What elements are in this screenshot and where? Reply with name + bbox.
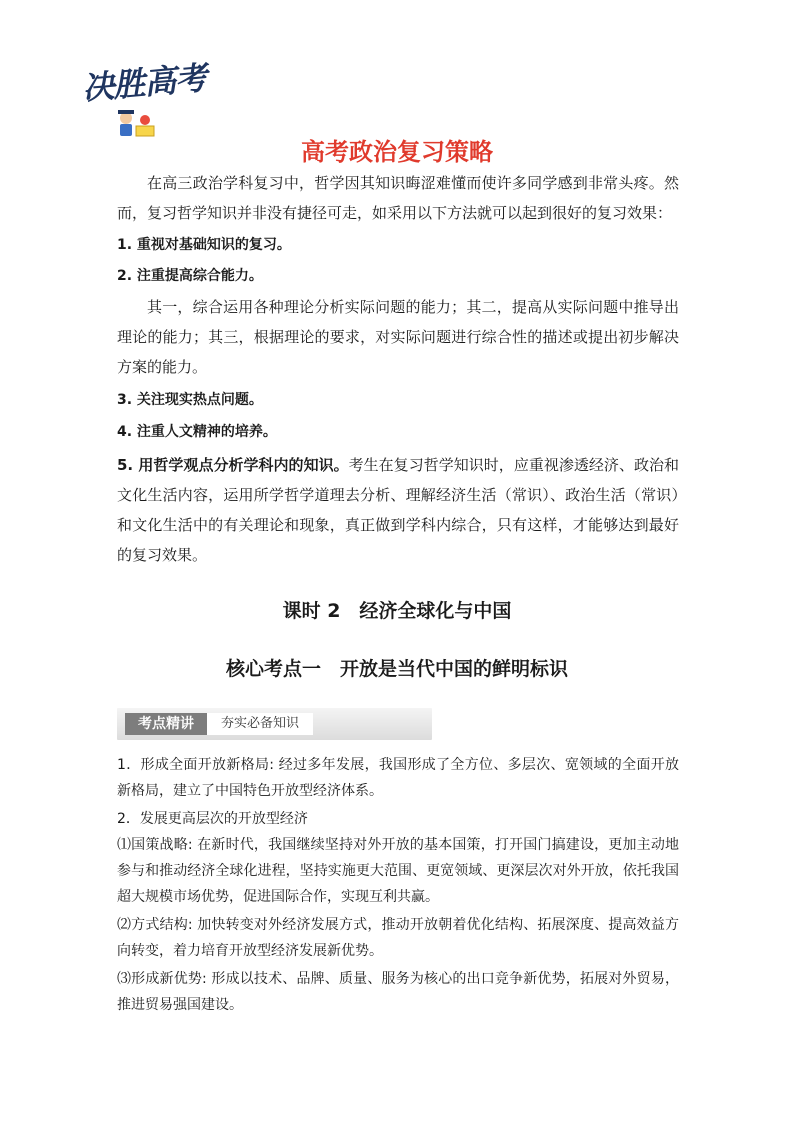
core-point-title: 核心考点一 开放是当代中国的鲜明标识 [225, 658, 568, 680]
document-title: 高考政治复习策略 [301, 138, 493, 166]
content-item-1: 1．形成全面开放新格局: 经过多年发展，我国形成了全方位、多层次、宽领域的全面开放新格局，建立了中国特色开放型经济体系。 [117, 757, 679, 799]
banner-label-primary: 考点精讲 [125, 713, 207, 735]
content-item-4: ⑵方式结构: 加快转变对外经济发展方式，推动开放朝着优化结构、拓展深度、提高效益方向转变，着力培育开放型经济发展新优势。 [117, 917, 679, 959]
content-item-2: 2．发展更高层次的开放型经济 [117, 811, 308, 827]
content-item-3: ⑴国策战略: 在新时代，我国继续坚持对外开放的基本国策，打开国门搞建设，更加主动地参与和推动经济全球化进程，坚持实施更大范围、更宽领域、更深层次对外开放，依托我国超大规模市场优势，促进国际合作，实现互利共赢。 [117, 837, 679, 905]
lesson-title: 课时 2 经济全球化与中国 [282, 600, 512, 622]
logo-text: 决胜高考 [80, 58, 208, 108]
method-5 [117, 450, 679, 570]
method-1: 1. 重视对基础知识的复习。 [117, 237, 291, 253]
banner-label-secondary: 夯实必备知识 [207, 713, 313, 735]
method-5-text: 考生在复习哲学知识时，应重视渗透经济、政治和文化生活内容，运用所学哲学道理去分析、理解经济生活（常识）、政治生活（常识）和文化生活中的有关理论和现象，真正做到学科内综合，只有这样，才能够达到最好的复习效果。 [117, 456, 679, 564]
section-banner [117, 708, 432, 740]
method-4: 4. 注重人文精神的培养。 [117, 424, 277, 440]
content-item-5: ⑶形成新优势: 形成以技术、品牌、质量、服务为核心的出口竞争新优势，拓展对外贸易，推进贸易强国建设。 [117, 971, 679, 1013]
method-5-label: 5. 用哲学观点分析学科内的知识。 [117, 456, 349, 474]
method-2-detail: 其一，综合运用各种理论分析实际问题的能力；其二，提高从实际问题中推导出理论的能力；其三，根据理论的要求，对实际问题进行综合性的描述或提出初步解决方案的能力。 [117, 298, 679, 376]
method-2: 2. 注重提高综合能力。 [117, 268, 263, 284]
intro-paragraph: 在高三政治学科复习中，哲学因其知识晦涩难懂而使许多同学感到非常头疼。然而，复习哲学知识并非没有捷径可走，如采用以下方法就可以起到很好的复习效果： [117, 174, 679, 222]
method-3: 3. 关注现实热点问题。 [117, 392, 263, 408]
